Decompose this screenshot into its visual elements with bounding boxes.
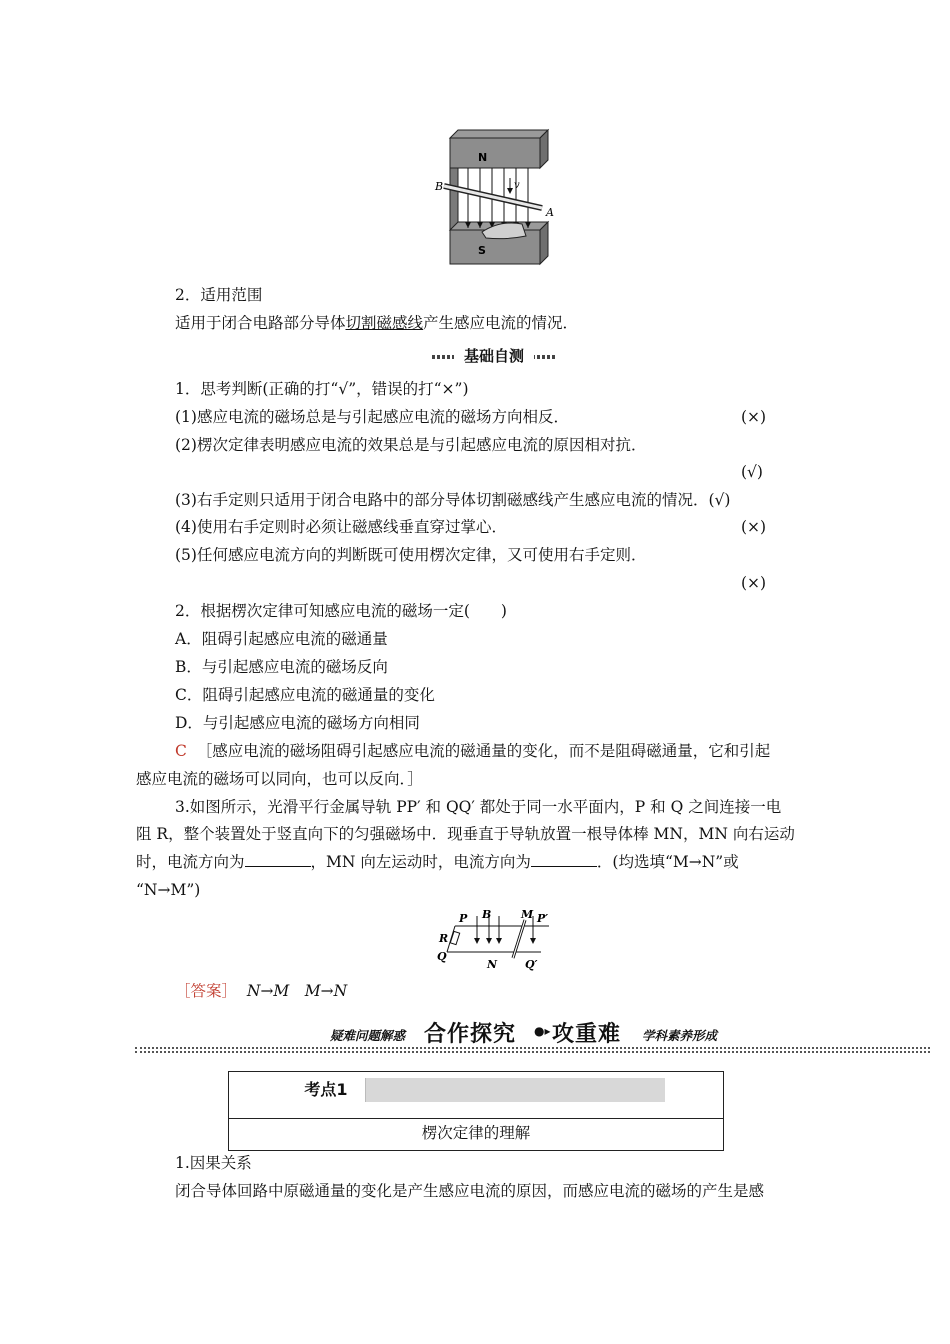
cause-text: 闭合导体回路中原磁通量的变化是产生感应电流的原因，而感应电流的磁场的产生是感 [175, 1182, 765, 1200]
section-text: 适用于闭合电路部分导体切割磁感线产生感应电流的情况． [175, 314, 579, 332]
banner-title-2: 攻重难 [552, 1022, 622, 1047]
q3-line2: 阻 R，整个装置处于竖直向下的匀强磁场中．现垂直于导轨放置一根导体棒 MN，MN 向右运动 [136, 825, 795, 843]
fig2-pp-label: P′ [537, 912, 549, 925]
q1-item-4: (4)使用右手定则时必须让磁感线垂直穿过掌心． [175, 518, 507, 536]
rails-figure [437, 906, 557, 972]
q1-stem: 1．思考判断(正确的打“√”，错误的打“×”) [175, 380, 469, 398]
q2-option-a: A．阻碍引起感应电流的磁通量 [175, 630, 388, 648]
magnet-figure [430, 128, 565, 278]
q1-item-1: (1)感应电流的磁场总是与引起感应电流的磁场方向相反． [175, 408, 569, 426]
cause-heading: 1.因果关系 [175, 1154, 252, 1172]
q2-stem: 2．根据楞次定律可知感应电流的磁场一定( ) [175, 602, 507, 620]
fig1-s-label: S [478, 244, 486, 257]
q1-item-1-mark: (×) [741, 408, 767, 426]
banner-arrow-icon: ●▸ [534, 1024, 551, 1038]
section-heading: 2．适用范围 [175, 286, 263, 304]
section-banner [330, 1016, 750, 1048]
topic-title: 楞次定律的理解 [421, 1124, 531, 1142]
fig1-a-label: A [546, 206, 554, 219]
fig1-n-label: N [478, 151, 488, 164]
q3-line4: “N→M”) [136, 881, 201, 899]
q2-option-b: B．与引起感应电流的磁场反向 [175, 658, 388, 676]
q1-item-5: (5)任何感应电流方向的判断既可使用楞次定律，又可使用右手定则． [175, 546, 647, 564]
self-test-title: 基础自测 [432, 345, 556, 367]
fig1-b-label: B [435, 180, 444, 193]
banner-divider-2 [135, 1051, 930, 1053]
fig2-p-label: P [459, 912, 468, 925]
q2-option-d: D．与引起感应电流的磁场方向相同 [175, 714, 420, 732]
banner-right: 学科素养形成 [642, 1028, 718, 1043]
fig2-n-label: N [487, 958, 498, 971]
q1-item-2-mark: (√) [741, 463, 763, 481]
q1-item-5-mark: (×) [741, 574, 767, 592]
q2-explanation-line1: C ［感应电流的磁场阻碍引起感应电流的磁通量的变化，而不是阻碍磁通量，它和引起 [175, 742, 771, 760]
answer-blank-2[interactable] [531, 852, 597, 867]
q3-line3: 时，电流方向为 ，MN 向左运动时，电流方向为 ．(均选填“M→N”或 [136, 853, 739, 871]
fig1-v-label: v [514, 180, 520, 191]
fig2-b-label: B [482, 908, 492, 921]
fig2-m-label: M [521, 908, 534, 921]
banner-divider-1 [135, 1047, 930, 1049]
q1-item-3: (3)右手定则只适用于闭合电路中的部分导体切割磁感线产生感应电流的情况．(√) [175, 491, 731, 509]
q1-item-4-mark: (×) [741, 518, 767, 536]
fig2-r-label: R [439, 932, 449, 945]
q3-line1: 3.如图所示，光滑平行金属导轨 PP′ 和 QQ′ 都处于同一水平面内，P 和 Q 之间连接一电 [175, 798, 782, 816]
q2-option-c: C．阻碍引起感应电流的磁通量的变化 [175, 686, 435, 704]
q2-explanation-line2: 感应电流的磁场可以同向，也可以反向．］ [136, 770, 423, 788]
fig2-qq-label: Q′ [525, 958, 538, 971]
topic-tab: 考点1 [287, 1078, 366, 1102]
q3-answer: ［答案］ N→M M→N [175, 982, 348, 1000]
banner-title-1: 合作探究 [424, 1022, 517, 1047]
answer-blank-1[interactable] [245, 852, 311, 867]
topic-box [228, 1071, 724, 1151]
fig2-q-label: Q [437, 950, 447, 963]
banner-left: 疑难问题解惑 [330, 1028, 406, 1043]
q1-item-2: (2)楞次定律表明感应电流的效果总是与引起感应电流的原因相对抗． [175, 436, 647, 454]
q2-answer-letter: C [175, 742, 187, 760]
